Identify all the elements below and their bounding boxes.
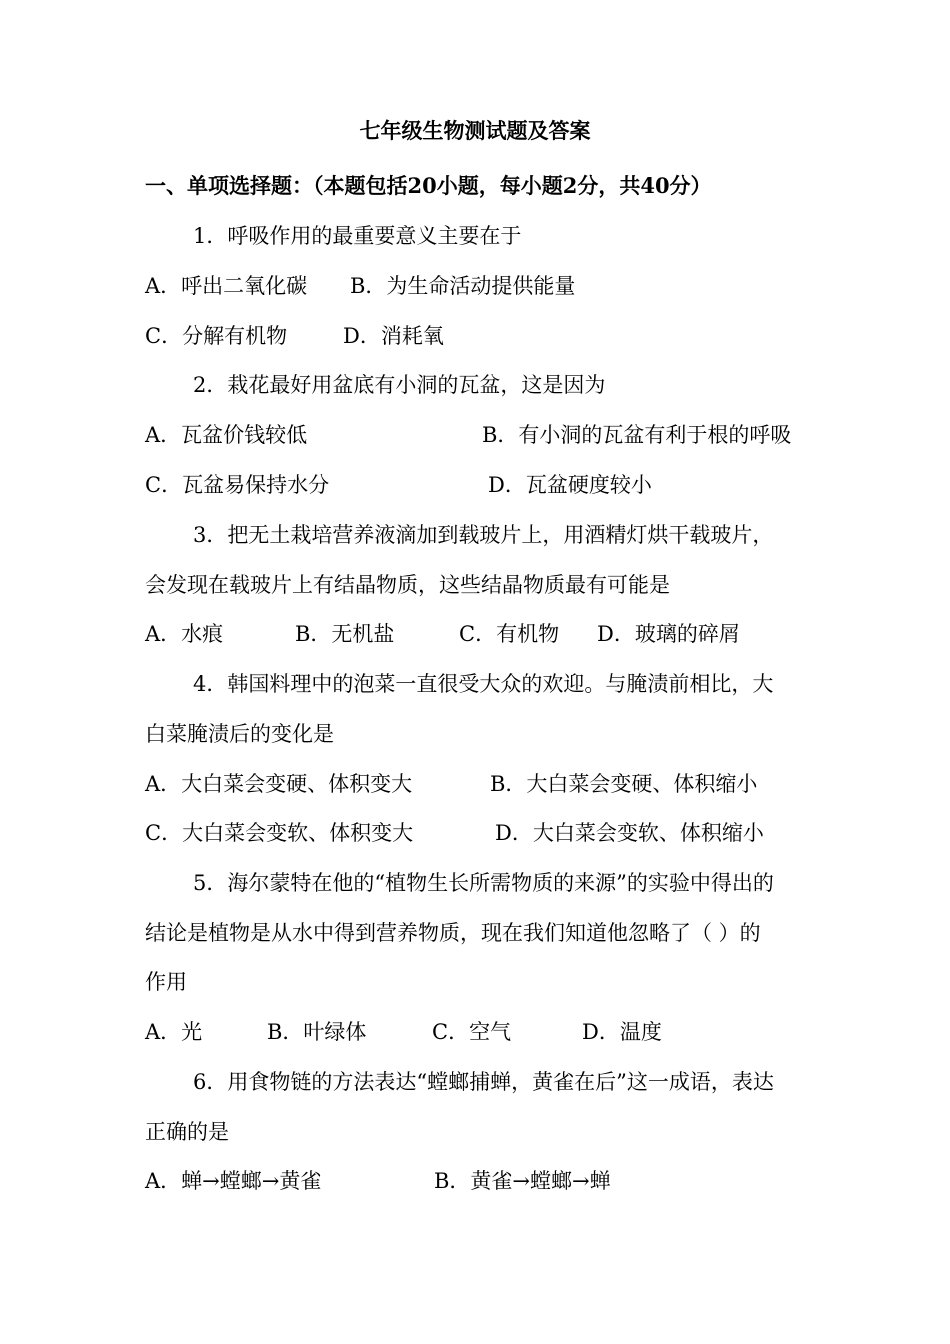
question-6-option-a: A．蝉→螳螂→黄雀	[145, 1169, 322, 1193]
question-1-option-a: A．呼出二氧化碳	[145, 274, 308, 298]
question-2-option-a: A．瓦盆价钱较低	[145, 423, 308, 447]
question-4-stem-line-2: 白菜腌渍后的变化是	[145, 722, 334, 746]
question-3-stem-line-2: 会发现在载玻片上有结晶物质，这些结晶物质最有可能是	[145, 573, 670, 597]
question-5-stem-line-2: 结论是植物是从水中得到营养物质，现在我们知道他忽略了（ ）的	[145, 921, 761, 945]
question-1-option-c: C．分解有机物	[145, 324, 288, 348]
question-1-option-d: D．消耗氧	[343, 324, 444, 348]
question-3-stem-line-1: 3．把无土栽培营养液滴加到载玻片上，用酒精灯烘干载玻片，	[193, 523, 774, 547]
question-5-option-d: D．温度	[582, 1020, 662, 1044]
question-2-option-c: C．瓦盆易保持水分	[145, 473, 330, 497]
question-6-stem-line-2: 正确的是	[145, 1120, 229, 1144]
question-1-stem: 1．呼吸作用的最重要意义主要在于	[193, 224, 522, 248]
question-2-option-d: D．瓦盆硬度较小	[488, 473, 652, 497]
question-5-stem-line-1: 5．海尔蒙特在他的“植物生长所需物质的来源”的实验中得出的	[193, 871, 774, 895]
question-3-option-b: B．无机盐	[295, 622, 395, 646]
question-4-option-a: A．大白菜会变硬、体积变大	[145, 772, 413, 796]
question-4-stem-line-1: 4．韩国料理中的泡菜一直很受大众的欢迎。与腌渍前相比，大	[193, 672, 774, 696]
question-3-option-a: A．水痕	[145, 622, 224, 646]
question-3-option-d: D．玻璃的碎屑	[597, 622, 740, 646]
section-heading: 一、单项选择题：（本题包括20小题，每小题2分，共40分）	[145, 173, 712, 198]
question-6-stem-line-1: 6．用食物链的方法表达“螳螂捕蝉，黄雀在后”这一成语，表达	[193, 1070, 774, 1094]
question-1-option-b: B．为生命活动提供能量	[350, 274, 576, 298]
question-6-option-b: B．黄雀→螳螂→蝉	[434, 1169, 611, 1193]
question-5-option-c: C．空气	[432, 1020, 512, 1044]
question-5-option-a: A．光	[145, 1020, 203, 1044]
question-5-option-b: B．叶绿体	[267, 1020, 367, 1044]
question-3-option-c: C．有机物	[459, 622, 560, 646]
question-2-stem: 2．栽花最好用盆底有小洞的瓦盆，这是因为	[193, 373, 606, 397]
question-4-option-c: C．大白菜会变软、体积变大	[145, 821, 414, 845]
question-4-option-d: D．大白菜会变软、体积缩小	[495, 821, 764, 845]
question-2-option-b: B．有小洞的瓦盆有利于根的呼吸	[482, 423, 792, 447]
page-title: 七年级生物测试题及答案	[359, 118, 591, 143]
question-5-stem-line-3: 作用	[145, 970, 187, 994]
question-4-option-b: B．大白菜会变硬、体积缩小	[490, 772, 758, 796]
